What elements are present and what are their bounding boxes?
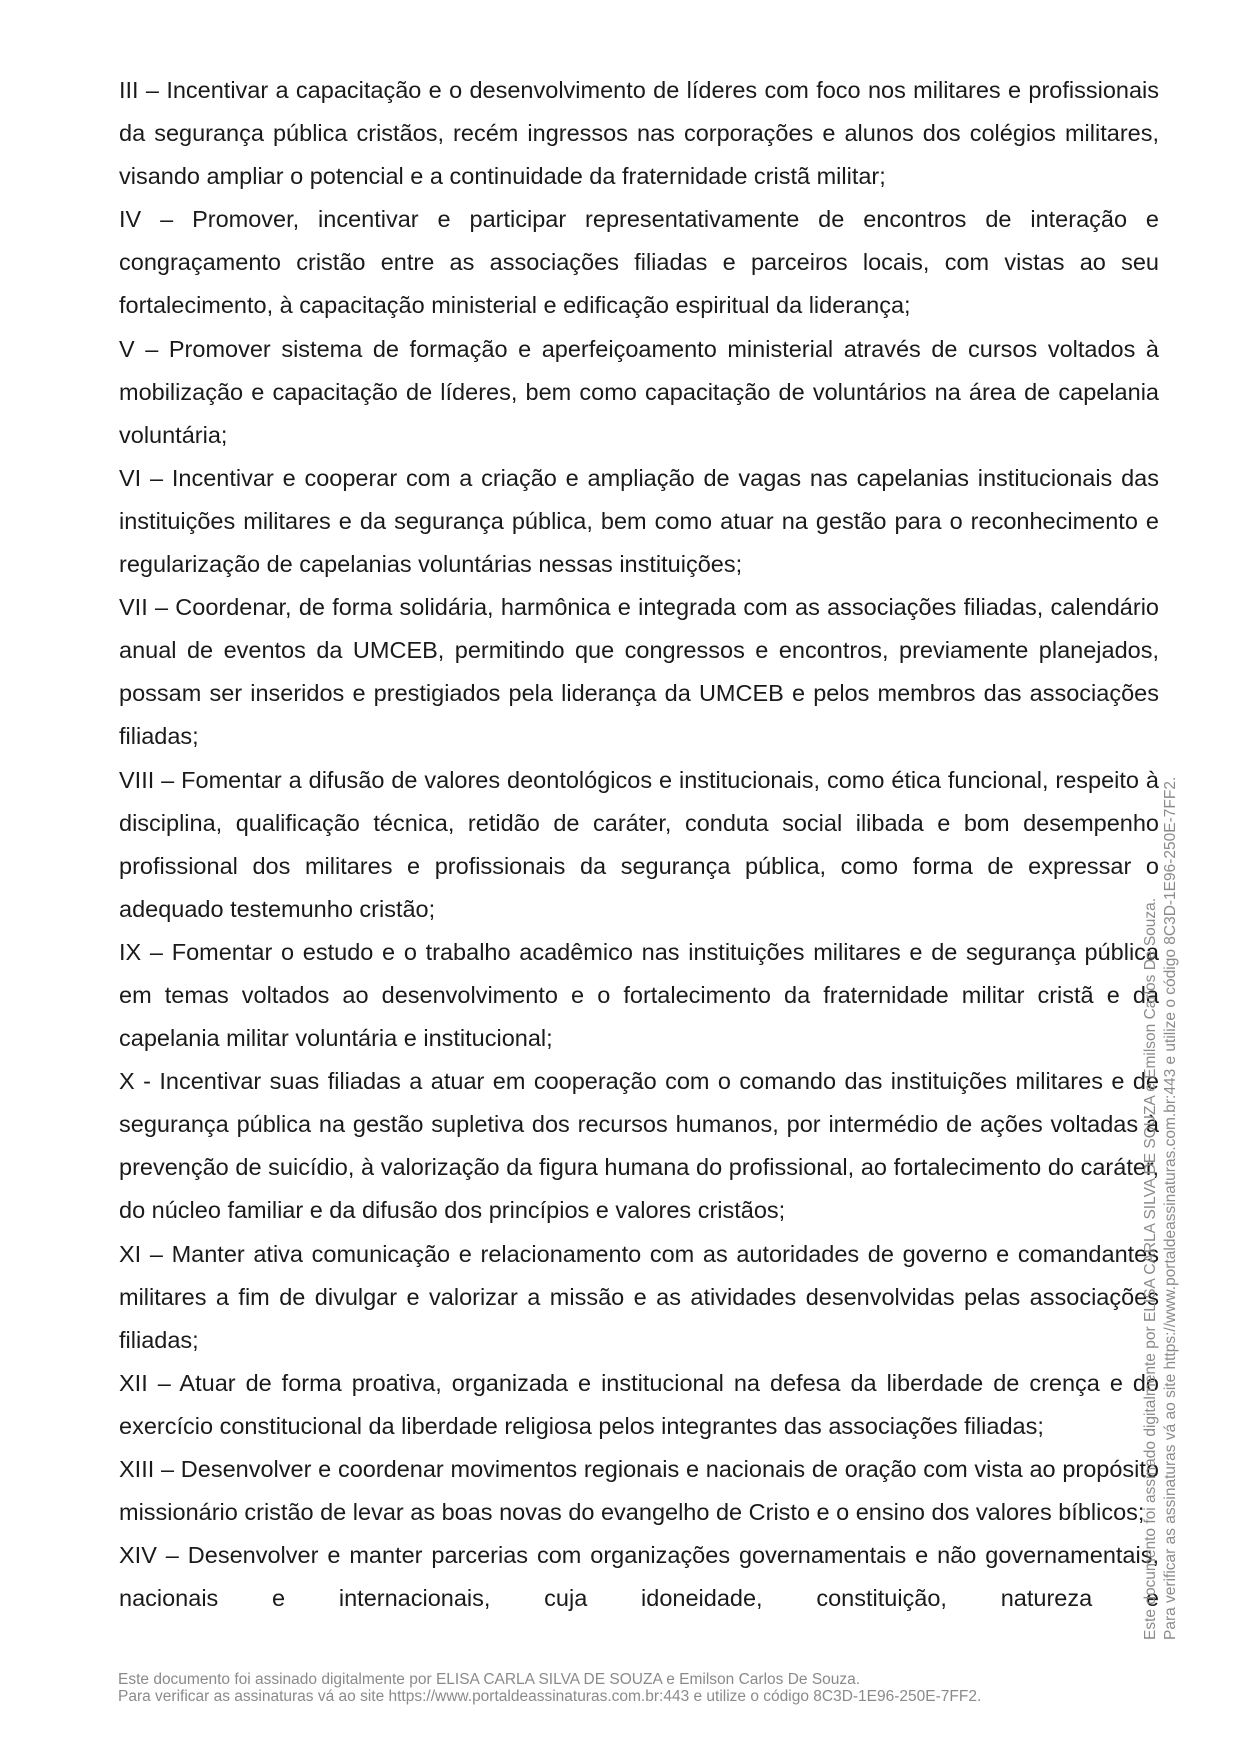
document-body [119,69,1159,1620]
footer-line-1: Este documento foi assinado digitalmente por ELISA CARLA SILVA DE SOUZA e Emilson Carlos De Souza. [118,1671,861,1688]
clause-viii: VIII – Fomentar a difusão de valores deontológicos e institucionais, como ética funcional, respeito à disciplina, qualificação técnica, retidão de caráter, conduta social ilibada e bom desempenho profissional dos militares e profissionais da segurança pública, como forma de expressar o adequado testemunho cristão; [119,766,1159,922]
clause-xii: XII – Atuar de forma proativa, organizada e institucional na defesa da liberdade de crença e do exercício constitucional da liberdade religiosa pelos integrantes das associações filiadas; [119,1369,1159,1439]
clause-xi: XI – Manter ativa comunicação e relacionamento com as autoridades de governo e comandantes militares a fim de divulgar e valorizar a missão e as atividades desenvolvidas pelas associações filiadas; [119,1240,1159,1353]
side-stamp-line-2: Para verificar as assinaturas vá ao site https://www.portaldeassinaturas.com.br:443 e utilize o código 8C3D-1E96-250E-7FF2. [1162,776,1179,1640]
clause-xiii: XIII – Desenvolver e coordenar movimentos regionais e nacionais de oração com vista ao propósito missionário cristão de levar as boas novas do evangelho de Cristo e o ensino dos valores bíblicos; [119,1456,1159,1526]
clause-vi: VI – Incentivar e cooperar com a criação e ampliação de vagas nas capelanias institucionais das instituições militares e da segurança pública, bem como atuar na gestão para o reconhecimento e regularização de capelanias voluntárias nessas instituições; [119,464,1159,578]
signature-footer [118,1671,1138,1705]
clause-ix: IX – Fomentar o estudo e o trabalho acadêmico nas instituições militares e de segurança pública em temas voltados ao desenvolvimento e o fortalecimento da fraternidade militar cristã e da capelania militar voluntária e institucional; [119,938,1159,1052]
footer-line-2: Para verificar as assinaturas vá ao site https://www.portaldeassinaturas.com.br:443 e utilize o código 8C3D-1E96-250E-7FF2. [118,1688,982,1705]
side-stamp-line-1: Este documento foi assinado digitalmente por ELISA CARLA SILVA DE SOUZA e Emilson Carlos De Souza. [1142,897,1159,1640]
clause-v: V – Promover sistema de formação e aperfeiçoamento ministerial através de cursos voltados à mobilização e capacitação de líderes, bem como capacitação de voluntários na área de capelania voluntária; [119,335,1159,448]
clause-xiv: XIV – Desenvolver e manter parcerias com organizações governamentais e não governamentais, nacionais e internacionais, cuja idoneidade, constituição, natureza e [119,1542,1159,1612]
clause-x: X - Incentivar suas filiadas a atuar em cooperação com o comando das instituições militares e de segurança pública na gestão supletiva dos recursos humanos, por intermédio de ações voltadas à prevenção de suicídio, à valorização da figura humana do profissional, ao fortalecimento do caráter, do núcleo familiar e da difusão dos princípios e valores cristãos; [119,1068,1159,1224]
clause-iii: III – Incentivar a capacitação e o desenvolvimento de líderes com foco nos militares e profissionais da segurança pública cristãos, recém ingressos nas corporações e alunos dos colégios militares, visando ampliar o potencial e a continuidade da fraternidade cristã militar; [119,77,1159,190]
signature-side-stamp [1141,700,1181,1640]
clause-iv: IV – Promover, incentivar e participar representativamente de encontros de interação e congraçamento cristão entre as associações filiadas e parceiros locais, com vistas ao seu fortalecimento, à capacitação ministerial e edificação espiritual da liderança; [119,206,1159,319]
clause-vii: VII – Coordenar, de forma solidária, harmônica e integrada com as associações filiadas, calendário anual de eventos da UMCEB, permitindo que congressos e encontros, previamente planejados, possam ser inseridos e prestigiados pela liderança da UMCEB e pelos membros das associações filiadas; [119,594,1159,750]
